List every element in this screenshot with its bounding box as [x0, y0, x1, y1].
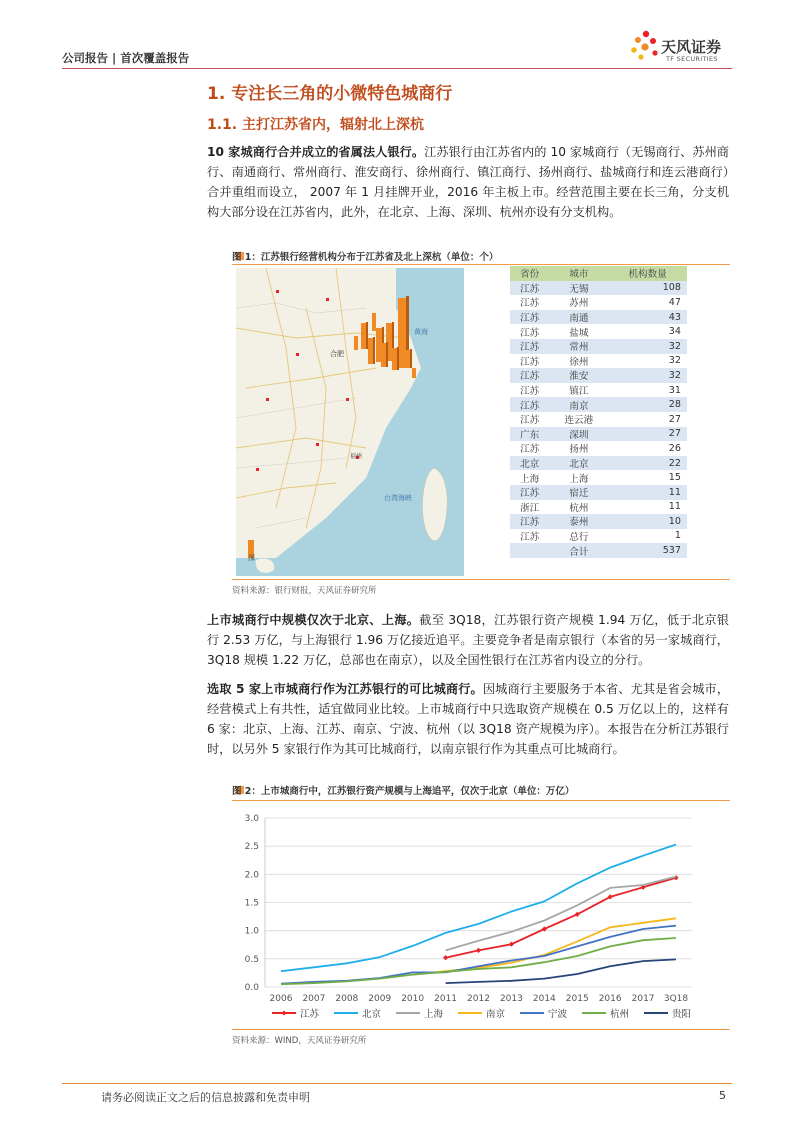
table-cell-city: 深圳: [549, 427, 608, 442]
table-cell-city: 扬州: [569, 444, 589, 456]
paragraph-3-body: 因城商行主要服务于本省、尤其是省会城市，经营模式上有共性，适宜做同业比较。上市城商行中只选取资产规模在 0.5 万亿以上的，这样有 6 家：北京、上海、江苏、南京、宁波、杭州（以 3Q18 资产规模为序）。本报告在分析江苏银行时，以另外 5 家银行作为其可比城商行，以南京银行作为其重点可比城商行。: [207, 682, 730, 756]
table-cell-city: 合计: [549, 543, 608, 558]
figure-2-top-rule: [232, 800, 730, 801]
report-type-label: 公司报告 | 首次覆盖报告: [62, 51, 190, 65]
paragraph-1-lead: 10 家城商行合并成立的省属法人银行。: [207, 145, 425, 159]
table-cell-province: 江苏: [510, 368, 549, 383]
col-province: 省份: [510, 266, 549, 281]
branch-distribution-map: [236, 268, 464, 576]
paragraph-1: [207, 142, 729, 222]
figure-1-title: 图 1：江苏银行经营机构分布于江苏省及北上深杭（单位：个）: [232, 252, 499, 263]
table-cell-count: 22: [608, 456, 687, 471]
logo-subtext: TF SECURITIES: [666, 55, 718, 63]
footer-disclaimer: 请务必阅读正文之后的信息披露和免责申明: [101, 1091, 310, 1104]
legend-label: 贵阳: [672, 1009, 692, 1020]
table-row: [510, 295, 687, 310]
table-cell-city: 南通: [549, 310, 608, 325]
table-cell-province: 江苏: [520, 531, 540, 543]
table-cell-province: 北京: [510, 456, 549, 471]
table-row: [510, 397, 687, 412]
series-line-6: [446, 959, 676, 983]
table-row: [510, 500, 687, 515]
table-cell-count: 11: [608, 485, 687, 500]
x-tick-label: 3Q18: [663, 994, 689, 1004]
table-cell-province: 江苏: [510, 281, 549, 296]
paragraph-3-lead: 选取 5 家上市城商行作为江苏银行的可比城商行。: [207, 682, 483, 696]
x-tick-label: 2012: [467, 994, 490, 1004]
map-label-strait: 台湾海峡: [384, 494, 412, 502]
figure-2-title: 图 2：上市城商行中，江苏银行资产规模与上海追平，仅次于北京（单位：万亿）: [232, 786, 575, 797]
table-cell-count: 537: [608, 543, 687, 558]
table-cell-province: 江苏: [520, 444, 540, 456]
table-row: [510, 470, 687, 485]
legend-label: 北京: [362, 1009, 382, 1020]
col-city: 城市: [549, 266, 608, 281]
table-row: [510, 368, 687, 383]
table-row: [510, 412, 687, 427]
table-cell-city: 北京: [549, 456, 608, 471]
table-cell-province: 江苏: [520, 386, 540, 398]
table-row: [510, 514, 687, 529]
table-cell-province: [510, 543, 549, 558]
figure-2-source: 资料来源：WIND，天风证券研究所: [232, 1036, 367, 1046]
table-row: [510, 427, 687, 442]
table-cell-province: 上海: [520, 473, 540, 485]
table-cell-count: 15: [668, 472, 681, 484]
paragraph-1-body: 江苏银行由江苏省内的 10 家城商行（无锡商行、苏州商行、南通商行、常州商行、淮安商行、徐州商行、镇江商行、扬州商行、盐城商行和连云港商行）合并重组而设立， 2007 年 1 月挂牌开业，2016 年主板上市。经营范围主要在长三角，分支机构大部分设在江苏省内，此外，在北京、上海、深圳、杭州亦设有分支机构。: [207, 145, 729, 219]
legend-marker: [282, 1011, 287, 1016]
table-cell-city: 总行: [569, 531, 589, 543]
y-tick-label: 1.5: [244, 898, 259, 909]
map-label-city2: 福州: [350, 453, 363, 460]
table-cell-city: 徐州: [569, 356, 589, 368]
x-tick-label: 2011: [434, 994, 458, 1004]
table-cell-city: 苏州: [569, 298, 589, 310]
table-cell-count: 1: [674, 530, 681, 542]
data-point: [476, 948, 481, 953]
table-cell-count: 31: [668, 384, 681, 396]
table-cell-count: 32: [668, 355, 681, 367]
legend-label: 江苏: [300, 1009, 320, 1020]
table-cell-province: 江苏: [520, 298, 540, 310]
y-tick-label: 3.0: [244, 814, 259, 824]
x-tick-label: 2013: [499, 994, 523, 1004]
map-label-city1: 合肥: [330, 350, 344, 358]
table-cell-province: 江苏: [510, 397, 549, 412]
table-cell-city: 宿迁: [549, 485, 608, 500]
x-tick-label: 2008: [335, 994, 359, 1004]
logo-icon: [626, 28, 660, 64]
table-cell-province: 江苏: [510, 310, 549, 325]
table-row: [510, 354, 687, 369]
table-cell-province: 江苏: [510, 485, 549, 500]
section-heading: 1. 专注长三角的小微特色城商行: [207, 84, 453, 104]
table-cell-count: 28: [608, 397, 687, 412]
table-row: [510, 543, 687, 558]
table-cell-province: 浙江: [520, 502, 540, 514]
table-cell-city: 淮安: [549, 368, 608, 383]
y-tick-label: 2.5: [244, 842, 259, 853]
figure-2-bottom-rule: [232, 1029, 730, 1030]
x-tick-label: 2010: [401, 994, 425, 1004]
table-row: [510, 456, 687, 471]
series-line-4: [281, 926, 676, 984]
map-label-sea: 黄海: [414, 328, 428, 336]
table-cell-province: 广东: [510, 427, 549, 442]
x-tick-label: 2016: [598, 994, 622, 1004]
table-row: [510, 529, 687, 544]
table-cell-count: 27: [608, 427, 687, 442]
table-cell-province: 江苏: [520, 415, 540, 427]
table-cell-count: 32: [608, 368, 687, 383]
table-cell-count: 34: [668, 326, 681, 338]
table-row: [510, 324, 687, 339]
table-cell-city: 连云港: [564, 415, 594, 427]
table-cell-count: 26: [668, 442, 681, 454]
series-line-5: [281, 938, 676, 984]
figure-1-top-rule: [232, 264, 730, 265]
y-tick-label: 0.5: [244, 954, 259, 965]
y-tick-label: 1.0: [244, 926, 259, 937]
legend-label: 宁波: [548, 1009, 568, 1020]
table-header-row: [510, 266, 687, 281]
table-cell-city: 镇江: [569, 386, 589, 398]
table-cell-province: 江苏: [510, 514, 549, 529]
paragraph-3: [207, 679, 729, 759]
x-tick-label: 2009: [368, 994, 392, 1004]
figure-1-bottom-rule: [232, 579, 730, 580]
legend-label: 上海: [424, 1009, 444, 1020]
logo-text: 天风证券: [661, 38, 722, 56]
table-cell-city: 上海: [569, 473, 589, 485]
table-cell-count: 108: [608, 281, 687, 296]
table-cell-count: 27: [668, 413, 681, 425]
x-tick-label: 2017: [631, 994, 655, 1004]
table-row: [510, 383, 687, 398]
footer-divider: [62, 1083, 732, 1084]
subsection-heading: 1.1. 主打江苏省内，辐射北上深杭: [207, 117, 424, 133]
paragraph-2-body: 截至 3Q18，江苏银行资产规模 1.94 万亿，低于北京银行 2.53 万亿，与上海银行 1.96 万亿接近追平。主要竞争者是南京银行（本省的另一家城商行，3Q18 规模 1.22 万亿，总部也在南京），以及全国性银行在江苏省内设立的分行。: [207, 613, 729, 667]
page-number: 5: [719, 1089, 726, 1102]
asset-size-line-chart: [232, 804, 722, 1030]
table-cell-count: 43: [608, 310, 687, 325]
header-divider: [62, 68, 732, 69]
table-cell-city: 泰州: [549, 514, 608, 529]
table-row: [510, 441, 687, 456]
legend-label: 杭州: [610, 1009, 630, 1020]
y-tick-label: 0.0: [244, 983, 259, 993]
table-cell-count: 47: [668, 296, 681, 308]
table-cell-province: 江苏: [510, 339, 549, 354]
table-cell-city: 杭州: [569, 502, 589, 514]
table-cell-city: 常州: [549, 339, 608, 354]
y-tick-label: 2.0: [244, 870, 259, 881]
table-row: [510, 485, 687, 500]
table-row: [510, 281, 687, 296]
branch-count-table: [510, 266, 687, 558]
data-point: [443, 955, 448, 960]
table-cell-province: 江苏: [520, 327, 540, 339]
table-cell-city: 南京: [549, 397, 608, 412]
table-cell-city: 无锡: [549, 281, 608, 296]
table-cell-count: 11: [668, 501, 681, 513]
x-tick-label: 2007: [302, 994, 326, 1004]
paragraph-2: [207, 610, 729, 670]
series-line-0: [446, 878, 676, 958]
map-label-shenzhen: 深: [248, 554, 255, 562]
figure-1-source: 资料来源：银行财报，天风证券研究所: [232, 586, 377, 596]
x-tick-label: 2015: [565, 994, 589, 1004]
x-tick-label: 2014: [532, 994, 556, 1004]
table-cell-province: 江苏: [520, 356, 540, 368]
table-cell-count: 10: [608, 514, 687, 529]
table-cell-city: 盐城: [569, 327, 589, 339]
table-cell-count: 32: [608, 339, 687, 354]
table-row: [510, 310, 687, 325]
table-row: [510, 339, 687, 354]
paragraph-2-lead: 上市城商行中规模仅次于北京、上海。: [207, 613, 420, 627]
col-count: 机构数量: [608, 266, 687, 281]
x-tick-label: 2006: [269, 994, 293, 1004]
legend-label: 南京: [486, 1009, 506, 1020]
